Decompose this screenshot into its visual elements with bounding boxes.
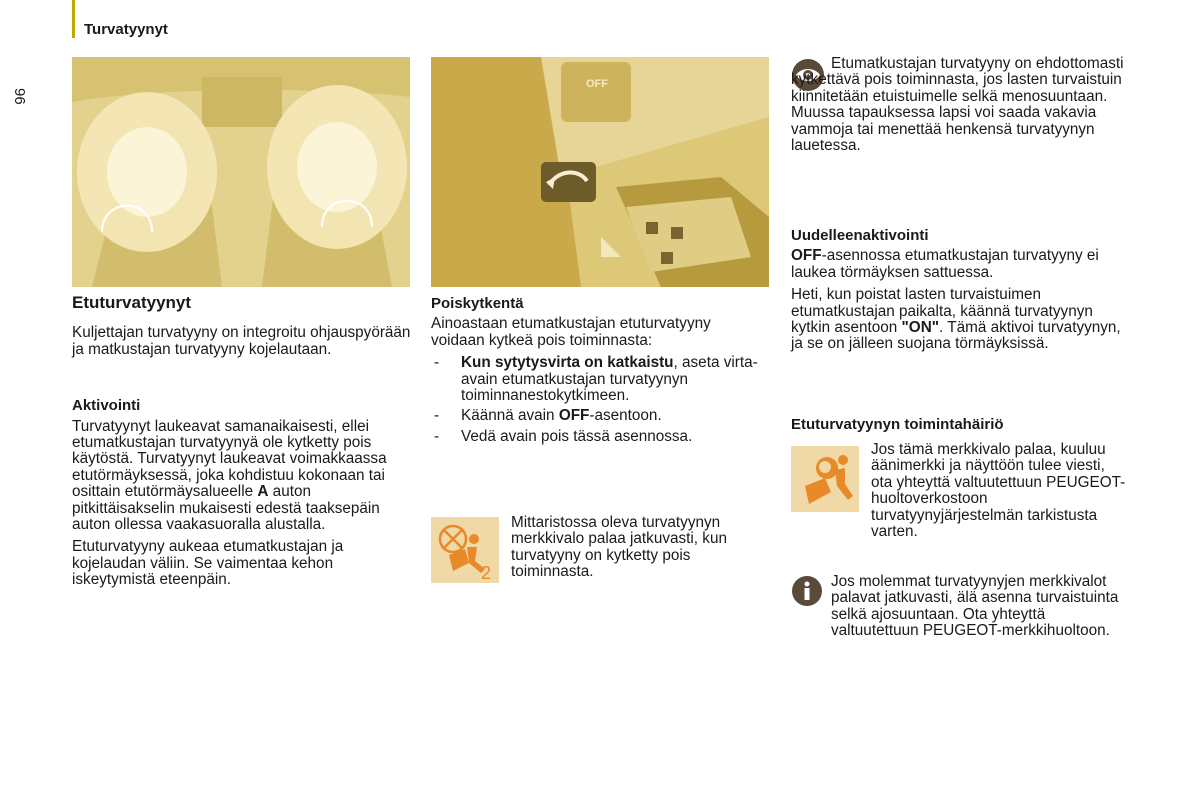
deactivation-switch-illustration bbox=[431, 57, 769, 287]
step-item: - Käännä avain OFF-asentoon. bbox=[434, 407, 662, 425]
fault-section bbox=[791, 417, 1126, 437]
reactivation-heading: Uudelleenaktivointi bbox=[791, 227, 929, 244]
page-number: 96 bbox=[11, 88, 28, 105]
airbag-off-warning-light-icon bbox=[431, 517, 499, 583]
figure-off-label: OFF bbox=[586, 78, 608, 90]
reactivation-paragraph-2: Heti, kun poistat lasten turvaistuimen etumatkustajan paikalta, käännä turvatyynyn kytkin asentoon "ON". Tämä aktivoi turvatyynyn, ja se on jälleen suojana törmäyksissä. bbox=[791, 286, 1121, 353]
step-item: - Vedä avain pois tässä asennossa. bbox=[434, 427, 693, 445]
fault-heading: Etuturvatyynyn toimintahäiriö bbox=[791, 416, 1004, 433]
left-column bbox=[72, 295, 412, 595]
front-airbags-heading: Etuturvatyynyt bbox=[72, 293, 192, 312]
activation-paragraph-2: Etuturvatyyny aukeaa etumatkustajan ja kojelaudan väliin. Se vaimentaa kehon iskeytymistä eteenpäin. bbox=[72, 538, 344, 589]
airbags-illustration bbox=[72, 57, 410, 287]
passenger-airbag-warning-text: Etumatkustajan turvatyyny on ehdottomasti kytkettävä pois toiminnasta, jos lasten turvaistuin kiinnitetään etuistuimelle selkä menosuuntaan. Muussa tapauksessa lapsi voi saada vakavia vammoja tai menettää henkensä turvatyynyn lauetessa. bbox=[791, 55, 1124, 155]
info-icon bbox=[791, 575, 823, 607]
step-item: - Kun sytytysvirta on katkaistu, aseta virta-avain etumatkustajan turvatyynyn toiminnanestokytkimeen. bbox=[434, 354, 758, 405]
info-text: Jos molemmat turvatyynyjen merkkivalot palavat jatkuvasti, älä asenna turvaistuinta selkä ajosuuntaan. Ota yhteyttä valtuutettuun PEUGEOT-merkkihuoltoon. bbox=[831, 573, 1119, 640]
reactivation-paragraph-1: OFF-asennossa etumatkustajan turvatyyny ei laukea törmäyksen sattuessa. bbox=[791, 247, 1099, 281]
svg-text:2: 2 bbox=[481, 563, 492, 583]
airbag-fault-warning-light-icon bbox=[791, 446, 859, 512]
section-title: Turvatyynyt bbox=[84, 21, 168, 38]
fault-text: Jos tämä merkkivalo palaa, kuuluu äänimerkki ja näyttöön tulee viesti, ota yhteyttä valtuutettuun PEUGEOT-huoltoverkostoon turvatyynyjärjestelmän tarkistusta varten. bbox=[871, 441, 1126, 541]
activation-paragraph-1: Turvatyynyt laukeavat samanaikaisesti, ellei etumatkustajan turvatyynyä ole kytketty pois käytöstä. Turvatyynyt laukeavat voimakkaassa etutörmäyksessä, joka kohdistuu kokonaan tai osittain etutörmäysalueelle A auton pitkittäisakselin mukaisesti edestä taaksepäin auton ollessa vaakasuoralla alustalla. bbox=[72, 417, 387, 534]
activation-heading: Aktivointi bbox=[72, 397, 141, 415]
reactivation-section bbox=[791, 228, 1126, 359]
deactivation-intro: Ainoastaan etumatkustajan etuturvatyyny voidaan kytkeä pois toiminnasta: bbox=[431, 315, 711, 349]
middle-column bbox=[431, 296, 761, 449]
warning-light-text: Mittaristossa oleva turvatyynyn merkkivalo palaa jatkuvasti, kun turvatyyny on kytketty pois toiminnasta. bbox=[511, 514, 727, 581]
section-accent-bar bbox=[72, 0, 75, 38]
deactivation-heading: Poiskytkentä bbox=[431, 295, 524, 312]
deactivation-steps bbox=[431, 355, 761, 445]
front-airbags-intro: Kuljettajan turvatyyny on integroitu ohjauspyörään ja matkustajan turvatyyny kojelautaan. bbox=[72, 324, 411, 358]
